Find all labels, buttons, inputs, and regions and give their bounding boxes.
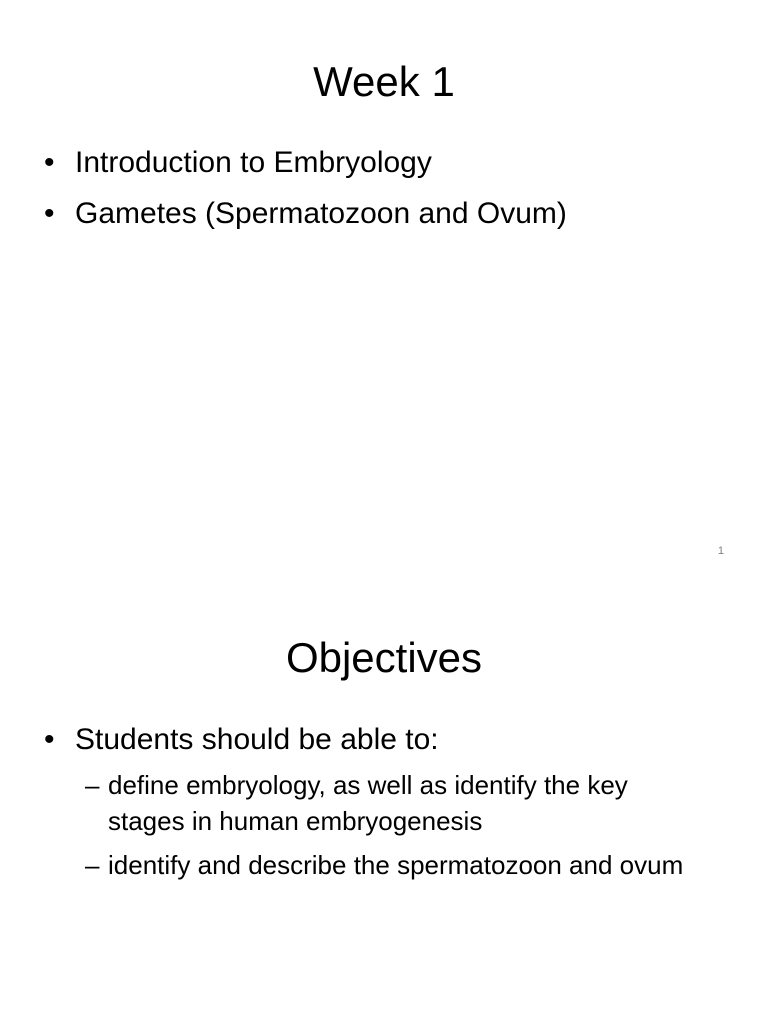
sub-bullet-dash: – — [85, 850, 100, 880]
bullet-text: Introduction to Embryology — [75, 146, 432, 179]
slide-title: Objectives — [285, 634, 483, 681]
bullet-text: Students should be able to: — [75, 723, 439, 756]
bullet-item — [0, 145, 768, 181]
sub-bullet-text: define embryology, as well as identify the key stages in human embryogenesis — [108, 770, 628, 836]
page-number: 1 — [717, 545, 724, 557]
slide-objectives — [0, 576, 768, 1024]
sub-bullet-dash: – — [85, 770, 100, 800]
bullet-item — [0, 722, 768, 758]
slide-title: Week 1 — [313, 58, 455, 105]
bullet-text: Gametes (Spermatozoon and Ovum) — [75, 197, 567, 230]
bullet-glyph: • — [44, 146, 55, 179]
sub-bullet-text: identify and describe the spermatozoon and ovum — [108, 850, 684, 880]
bullet-item — [0, 196, 768, 232]
bullet-glyph: • — [44, 197, 55, 230]
bullet-glyph: • — [44, 723, 55, 756]
